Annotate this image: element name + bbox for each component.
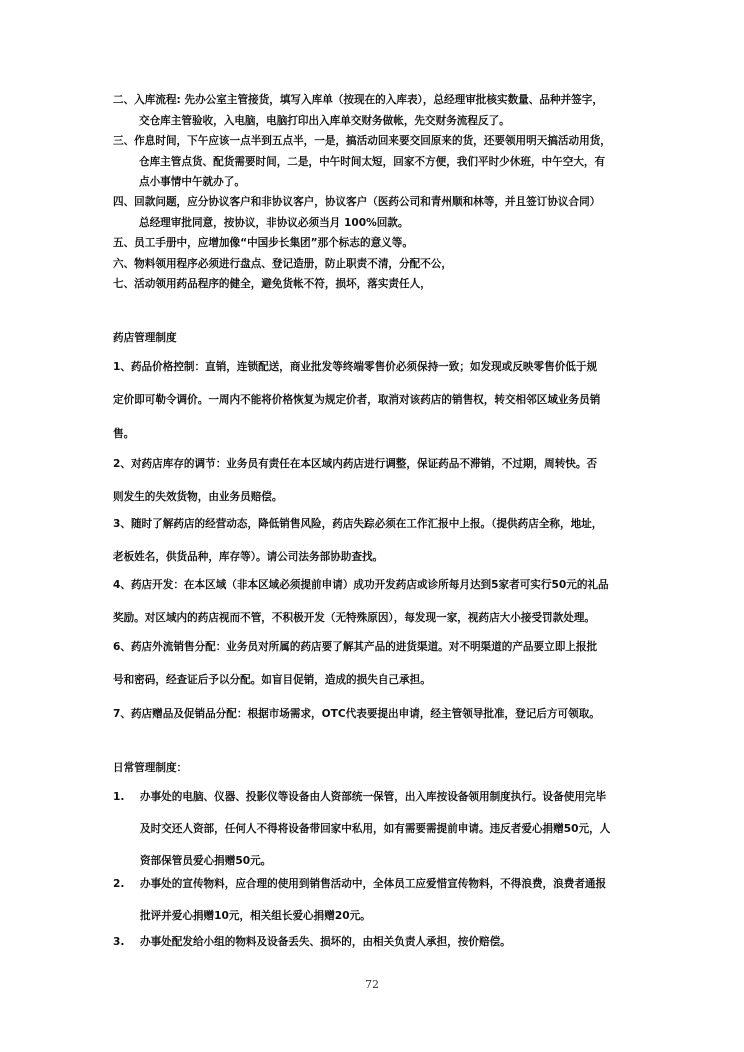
pharmacy-paragraph-4 — [113, 569, 637, 636]
daily-item-2 — [140, 868, 640, 932]
text-line: 定价即可勒令调价。一周内不能将价格恢复为规定价者，取消对该药店的销售权，转交相邻区域业务员销 — [113, 394, 601, 407]
text-line: 仓库主管点货、配货需要时间，二是，中午时间太短，回家不方便，我们平时少休班，中午空大，有 — [139, 155, 606, 168]
text-line: 交仓库主管验收，入电脑，电脑打印出入库单交财务做帐，先交财务流程反了。 — [139, 114, 510, 127]
top-item-3 — [113, 131, 637, 193]
top-item-2 — [113, 90, 637, 131]
top-item-5 — [113, 233, 637, 254]
text-line: 点小事情中午就办了。 — [139, 176, 245, 188]
text-line: 办事处的宣传物料，应合理的使用到销售活动中，全体员工应爱惜宣传物料，不得浪费，浪费者通报 — [140, 878, 607, 890]
top-item-6 — [113, 254, 637, 275]
text-line: 办事处的电脑、仪器、投影仪等设备由人资部统一保管，出入库按设备领用制度执行。设备使用完毕 — [140, 791, 607, 803]
text-line: 6、药店外流销售分配：业务员对所属的药店要了解其产品的进货渠道。对不明渠道的产品要立即上报批 — [113, 641, 598, 653]
pharmacy-paragraph-7 — [113, 698, 637, 731]
text-line: 2、对药店库存的调节：业务员有责任在本区域内药店进行调整，保证药品不滞销，不过期，周转快。否 — [113, 458, 598, 470]
text-line: 三、作息时间，下午应该一点半到五点半，一是，搞活动回来要交回原来的货，还要领用明天搞活动用货， — [113, 135, 611, 147]
list-number: 2. — [113, 878, 125, 890]
list-number: 1. — [113, 791, 125, 803]
page-number: 72 — [365, 978, 379, 991]
text-line: 六、物料领用程序必须进行盘点、登记造册，防止职责不清，分配不公， — [113, 258, 452, 270]
daily-section-title: 日常管理制度： — [113, 762, 188, 774]
text-line: 四、回款问题，应分协议客户和非协议客户，协议客户（医药公司和青州顺和林等，并且签订协议合同） — [113, 196, 601, 208]
text-line: 1、药品价格控制：直销，连锁配送，商业批发等终端零售价必须保持一致；如发现或反映零售价低于规 — [113, 361, 598, 373]
pharmacy-paragraph-6 — [113, 631, 637, 698]
text-line: 奖励。对区域内的药店视而不管，不积极开发（无特殊原因），每发现一家，视药店大小接受罚款处理。 — [113, 612, 596, 625]
text-line: 五、员工手册中，应增加像“中国步长集团”那个标志的意义等。 — [113, 237, 413, 249]
text-line: 办事处配发给小组的物料及设备丢失、损坏的，由相关负责人承担，按价赔偿。 — [140, 936, 511, 948]
daily-item-3 — [140, 926, 640, 958]
text-line: 7、药店赠品及促销品分配：根据市场需求，OTC代表要提出申请，经主管领导批准，登记后方可领取。 — [113, 708, 600, 720]
text-line: 3、随时了解药店的经营动态，降低销售风险，药店失踪必须在工作汇报中上报。（提供药店全称，地址， — [113, 518, 603, 530]
text-line: 资部保管员爱心捐赠50元。 — [140, 855, 272, 867]
text-line: 售。 — [113, 427, 135, 440]
text-line: 二、入库流程: 先办公室主管接货，填写入库单（按现在的入库表），总经理审批核实数量、品种并签字， — [113, 94, 603, 106]
text-line: 则发生的失效货物，由业务员赔偿。 — [113, 491, 283, 504]
text-line: 4、药店开发：在本区域（非本区域必须提前申请）成功开发药店或诊所每月达到5家者可实行50元的礼品 — [113, 579, 609, 591]
pharmacy-paragraph-2 — [113, 448, 637, 515]
daily-item-1 — [140, 781, 640, 877]
text-line: 批评并爱心捐赠10元，相关组长爱心捐赠20元。 — [140, 910, 371, 922]
pharmacy-paragraph-3 — [113, 508, 637, 575]
text-line: 七、活动领用药品程序的健全，避免货帐不符，损坏，落实责任人， — [113, 278, 431, 290]
text-line: 及时交还人资部，任何人不得将设备带回家中私用，如有需要需提前申请。违反者爱心捐赠50元，人 — [140, 823, 611, 835]
text-line: 总经理审批同意，按协议，非协议必须当月 100%回款。 — [139, 216, 409, 229]
text-line: 号和密码，经查证后予以分配。如盲目促销，造成的损失自己承担。 — [113, 674, 431, 687]
pharmacy-paragraph-1 — [113, 351, 637, 451]
top-item-4 — [113, 192, 637, 233]
text-line: 老板姓名，供货品种，库存等）。请公司法务部协助查找。 — [113, 551, 384, 564]
top-item-7 — [113, 274, 637, 295]
list-number: 3. — [113, 936, 125, 948]
pharmacy-section-title: 药店管理制度 — [113, 332, 177, 344]
